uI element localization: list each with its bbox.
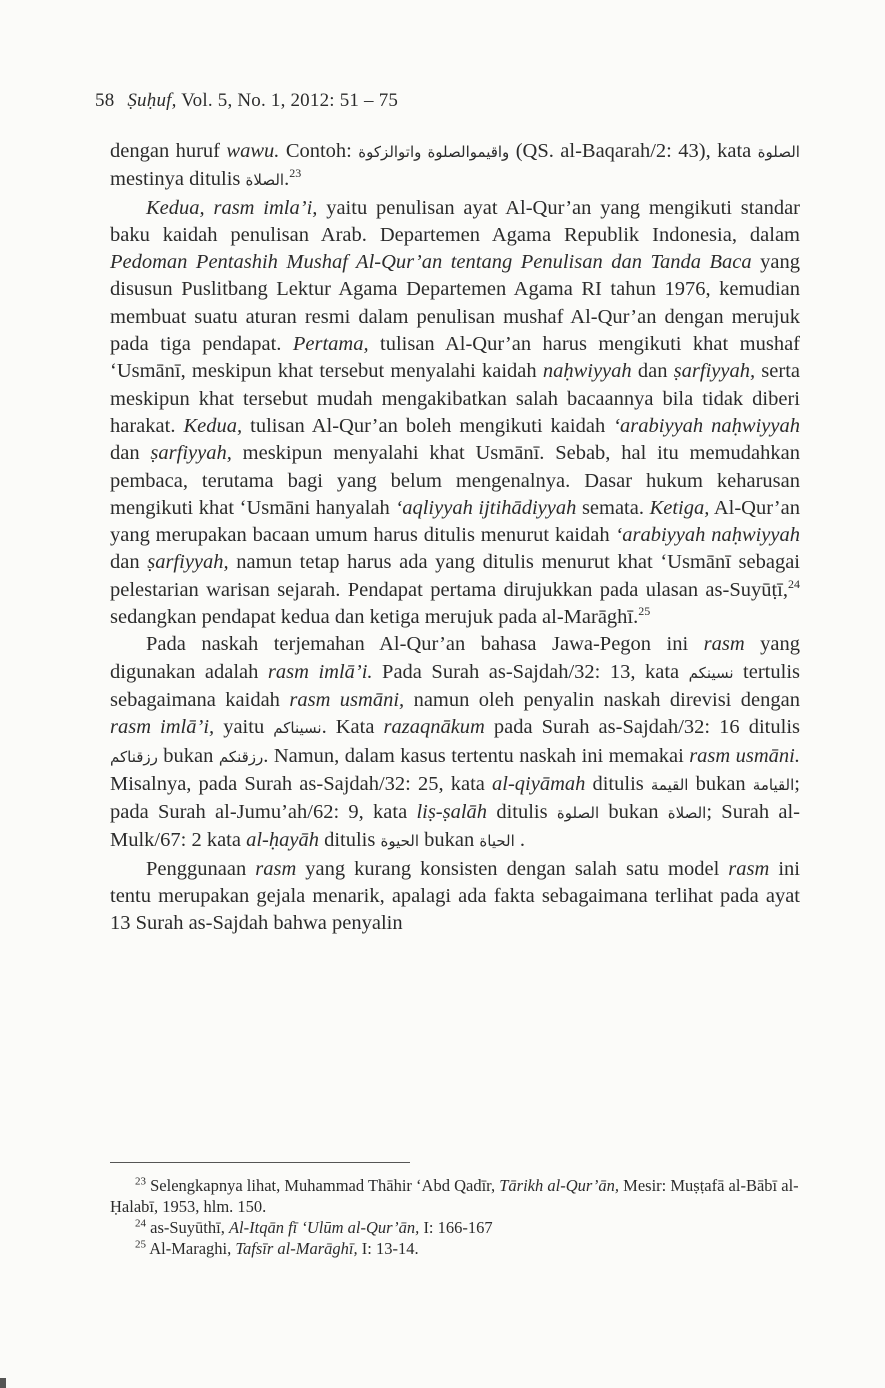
italic-term: rasm imlā’i,	[110, 716, 215, 739]
text-run: mestinya ditulis	[110, 168, 246, 191]
footnote-23	[110, 1175, 800, 1217]
italic-term: rasm imlā’i.	[267, 660, 373, 683]
text-run: yaitu	[214, 716, 274, 739]
issue-info: Vol. 5, No. 1, 2012: 51 – 75	[181, 90, 399, 111]
arabic-text: الحياة	[479, 832, 515, 851]
text-run: tulisan Al-Qur’an boleh mengikuti kaidah	[242, 414, 614, 437]
journal-title: Ṣuḥuf,	[127, 90, 177, 111]
body-text	[110, 138, 800, 938]
arabic-text: القيمة	[650, 775, 689, 794]
text-run: ditulis	[487, 801, 557, 824]
paragraph-2	[110, 195, 800, 632]
text-run: pada Surah as-Sajdah/32: 16 ditulis	[484, 716, 800, 739]
text-run: I: 13-14.	[357, 1239, 419, 1258]
text-run: bukan	[419, 829, 480, 852]
text-run: namun oleh penyalin naskah direvisi dengan	[404, 688, 800, 711]
footnote-ref[interactable]: 23	[289, 166, 302, 181]
text-run: .	[514, 829, 526, 852]
page-number: 58	[95, 90, 115, 111]
footnote-number: 23	[135, 1175, 146, 1188]
text-run: Pada Surah as-Sajdah/32: 13, kata	[372, 660, 689, 683]
text-run: yang kurang konsisten dengan salah satu model	[296, 857, 729, 880]
footnotes	[110, 1175, 800, 1259]
paragraph-4	[110, 856, 800, 938]
scan-edge-mark	[0, 1378, 6, 1388]
text-run: Selengkapnya lihat, Muhammad Thāhir ‘Abd Qadīr,	[146, 1176, 500, 1195]
italic-term: Ketiga,	[649, 496, 710, 519]
arabic-text: الصلاة	[667, 804, 707, 823]
text-run: ; Surah al-Mulk/67: 2 kata	[110, 801, 800, 852]
italic-term: al-qiyāmah	[492, 772, 586, 795]
text-run: dan	[631, 360, 674, 383]
footnote-ref[interactable]: 25	[638, 604, 651, 619]
italic-title: Tafsīr al-Marāghī,	[235, 1239, 358, 1258]
arabic-text: الصلوة	[556, 804, 600, 823]
italic-term: razaqnākum	[383, 716, 485, 739]
arabic-text: الصلاة	[245, 171, 285, 190]
arabic-text: واقيموالصلوة واتوالزكوة	[358, 143, 510, 161]
text-run: bukan	[688, 772, 753, 795]
text-run: Mesir: Muṣṭafā al-Bābī al-Ḥalabī, 1953, hlm. 150.	[110, 1176, 799, 1216]
italic-title: Tārikh al-Qur’ān,	[499, 1176, 620, 1195]
text-run: .	[284, 168, 290, 191]
text-run: ditulis	[318, 829, 381, 852]
paragraph-3	[110, 631, 800, 855]
italic-term: al-ḥayāh	[246, 829, 319, 852]
italic-term: Kedua,	[183, 414, 243, 437]
text-run: ditulis	[585, 772, 651, 795]
text-run: serta meskipun khat tersebut mudah mengakibatkan salah bacaannya bila tidak diberi harakat.	[110, 360, 800, 437]
text-run: Pada naskah terjemahan Al-Qur’an bahasa Jawa-Pegon ini	[146, 633, 704, 656]
text-run: Misalnya, pada Surah as-Sajdah/32: 25, kata	[110, 772, 492, 795]
italic-term: ṣarfiyyah,	[147, 551, 229, 574]
text-run: dan	[110, 551, 148, 574]
text-run: yang disusun Puslitbang Lektur Agama Departemen Agama RI tahun 1976, kemudian membuat suatu aturan resmi dalam penulisan mushaf Al-Qur’an dengan merujuk pada tiga pendapat.	[110, 251, 800, 356]
text-run: I: 166-167	[419, 1218, 493, 1237]
text-run: as-Suyūthī,	[146, 1218, 229, 1237]
italic-term: rasm	[728, 857, 770, 880]
arabic-text: الحيوة	[380, 832, 420, 851]
italic-term: rasm	[255, 857, 297, 880]
text-run: . Kata	[321, 716, 384, 739]
text-run: ini tentu merupakan gejala menarik, apalagi ada fakta sebagaimana terlihat pada ayat 13 Surah as-Sajdah bahwa penyalin	[110, 857, 800, 935]
italic-term: Kedua, rasm imla’i,	[146, 196, 318, 219]
italic-term: Pedoman Pentashih Mushaf Al-Qur’an tentang Penulisan dan Tanda Baca	[110, 251, 752, 274]
text-run: namun tetap harus ada yang ditulis menurut khat ‘Usmānī sebagai pelestarian warisan sejarah. Pendapat pertama dirujukkan pada ulasan as-Suyūṭī,	[110, 551, 800, 601]
text-run: dan	[110, 442, 151, 465]
italic-term: rasm	[703, 633, 745, 656]
arabic-text: نسينكم	[688, 663, 734, 682]
text-run: . Namun, dalam kasus tertentu naskah ini memakai	[263, 744, 690, 767]
italic-term: rasm usmāni,	[289, 688, 405, 711]
text-run: bukan	[157, 744, 219, 767]
italic-term: liṣ-ṣalāh	[416, 801, 488, 824]
italic-term: ‘arabiyyah naḥwiyyah	[613, 414, 800, 437]
italic-term: ṣarfiyyah,	[150, 442, 232, 465]
italic-term: Pertama,	[292, 333, 369, 356]
arabic-text: نسيناكم	[273, 719, 322, 738]
italic-term: naḥwiyyah	[542, 360, 632, 383]
italic-title: Al-Itqān fī ‘Ulūm al-Qur’ān,	[228, 1218, 420, 1237]
italic-term: wawu.	[226, 140, 280, 162]
arabic-text: القيامة	[752, 775, 795, 794]
text-run: yang digunakan adalah	[110, 633, 800, 683]
footnote-divider	[110, 1162, 410, 1163]
text-run: tertulis sebagaimana kaidah	[110, 660, 800, 711]
footnote-number: 25	[135, 1238, 146, 1251]
text-run: bukan	[599, 801, 668, 824]
running-header	[95, 90, 398, 112]
arabic-text: الصلوة	[757, 143, 800, 161]
italic-term: rasm usmāni.	[689, 744, 800, 767]
footnote-number: 24	[135, 1217, 146, 1230]
text-run: Contoh:	[279, 140, 359, 162]
paragraph-1	[110, 138, 800, 195]
arabic-text: رزقنكم	[218, 747, 264, 766]
text-run: yaitu penulisan ayat Al-Qur’an yang mengikuti standar baku kaidah penulisan Arab. Departemen Agama Republik Indonesia, dalam	[110, 196, 801, 246]
text-run: meskipun menyalahi khat Usmānī. Sebab, hal itu memudahkan pembaca, terutama bagi yang belum mengenalnya. Dasar hukum keharusan mengikuti khat ‘Usmāni hanyalah	[110, 442, 800, 519]
arabic-text: رزقناكم	[110, 747, 158, 766]
text-run: Al-Maraghi,	[146, 1239, 236, 1258]
text-run: tulisan Al-Qur’an harus mengikuti khat mushaf ‘Usmānī, meskipun khat tersebut menyalahi kaidah	[110, 333, 800, 383]
footnote-25	[110, 1238, 800, 1259]
text-run: Al-Qur’an yang merupakan bacaan umum harus ditulis menurut kaidah	[110, 496, 800, 547]
footnote-24	[110, 1217, 800, 1238]
italic-term: ‘arabiyyah naḥwiyyah	[615, 524, 801, 547]
text-run: sedangkan pendapat kedua dan ketiga merujuk pada al-Marāghī.	[110, 606, 639, 629]
text-run: (QS. al-Baqarah/2: 43), kata	[509, 140, 758, 162]
text-run: Penggunaan	[146, 857, 256, 880]
text-run: ; pada Surah al-Jumu’ah/62: 9, kata	[110, 772, 800, 824]
italic-term: ‘aqliyyah ijtihādiyyah	[395, 496, 577, 519]
text-run: semata.	[576, 496, 650, 519]
italic-term: ṣarfiyyah,	[673, 360, 756, 383]
footnote-ref[interactable]: 24	[788, 576, 800, 591]
text-run: dengan huruf	[110, 140, 227, 162]
